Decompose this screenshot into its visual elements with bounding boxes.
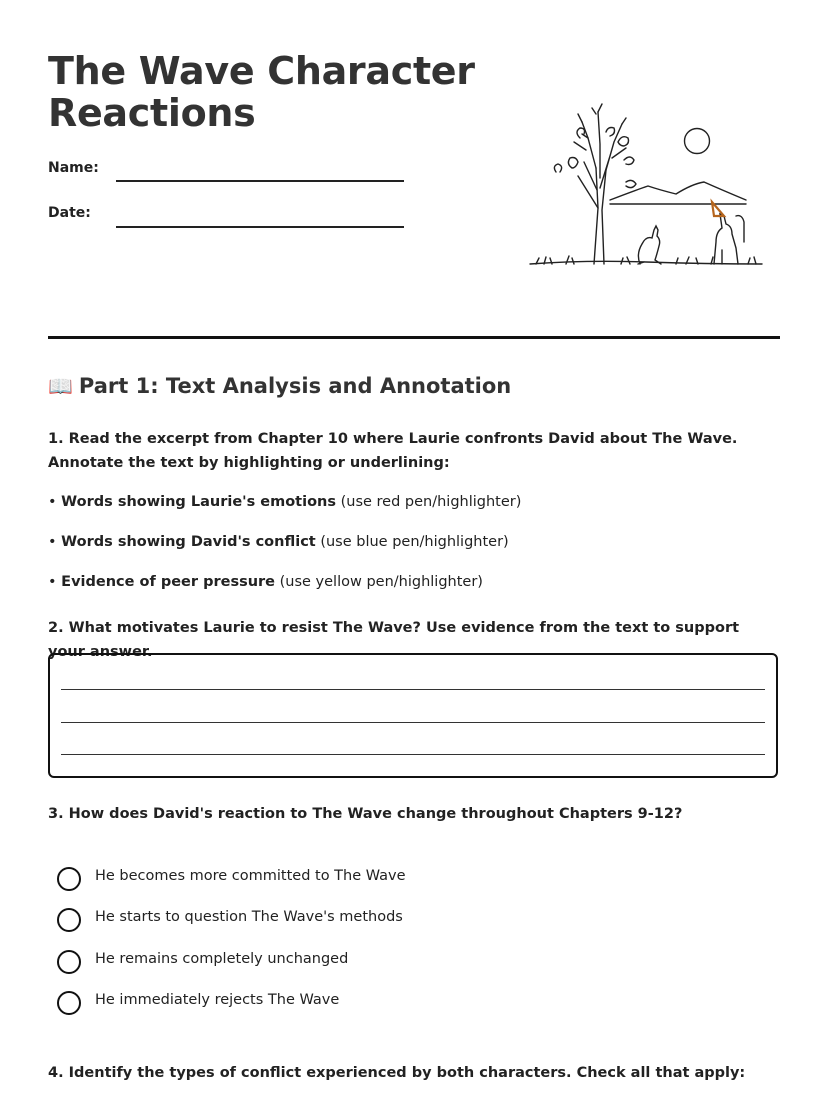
bullet-bold: Words showing Laurie's emotions bbox=[61, 494, 336, 510]
kangaroo-outline bbox=[638, 226, 661, 264]
radio-option-label: He starts to question The Wave's methods bbox=[95, 909, 403, 925]
question-2-text: 2. What motivates Laurie to resist The Wave? Use evidence from the text to support your answer. bbox=[48, 620, 740, 660]
bullet-bold: Words showing David's conflict bbox=[61, 534, 316, 550]
date-field-line[interactable] bbox=[116, 226, 404, 228]
radio-circle[interactable] bbox=[57, 867, 81, 891]
answer-line bbox=[61, 689, 765, 690]
answer-line bbox=[61, 754, 765, 755]
name-field-line[interactable] bbox=[116, 180, 404, 182]
animal-outline bbox=[714, 214, 744, 264]
open-book-icon: 📖 bbox=[48, 374, 73, 398]
bullet-rest: (use blue pen/highlighter) bbox=[320, 534, 509, 550]
section-divider bbox=[48, 336, 780, 339]
page-title-line-2: Reactions bbox=[48, 91, 256, 135]
bullet-item: • Words showing David's conflict (use blue pen/highlighter) bbox=[48, 534, 509, 550]
radio-option-label: He immediately rejects The Wave bbox=[95, 992, 340, 1008]
bullet-item: • Words showing Laurie's emotions (use red pen/highlighter) bbox=[48, 494, 522, 510]
question-4-text: 4. Identify the types of conflict experienced by both characters. Check all that apply: bbox=[48, 1065, 746, 1081]
bullet-item: • Evidence of peer pressure (use yellow pen/highlighter) bbox=[48, 574, 483, 590]
radio-circle[interactable] bbox=[57, 991, 81, 1015]
answer-box[interactable] bbox=[48, 653, 778, 778]
name-label: Name: bbox=[48, 160, 99, 176]
question-1-text: 1. Read the excerpt from Chapter 10 where Laurie confronts David about The Wave. Annotate the text by highlighting or underlining: bbox=[48, 431, 738, 471]
date-label: Date: bbox=[48, 205, 91, 221]
part1-heading bbox=[48, 374, 511, 398]
bullet-bold: Evidence of peer pressure bbox=[61, 574, 276, 590]
page-title bbox=[48, 50, 475, 134]
question-3-text: 3. How does David's reaction to The Wave change throughout Chapters 9-12? bbox=[48, 806, 683, 822]
radio-option-label: He becomes more committed to The Wave bbox=[95, 868, 406, 884]
radio-circle[interactable] bbox=[57, 950, 81, 974]
radio-circle[interactable] bbox=[57, 908, 81, 932]
hills-line bbox=[610, 182, 746, 200]
page-title-line-1: The Wave Character bbox=[48, 49, 475, 93]
part1-title: Part 1: Text Analysis and Annotation bbox=[78, 374, 512, 398]
answer-line bbox=[61, 722, 765, 723]
bullet-rest: (use red pen/highlighter) bbox=[340, 494, 522, 510]
radio-option-label: He remains completely unchanged bbox=[95, 951, 349, 967]
outback-illustration bbox=[526, 98, 766, 270]
ground-line bbox=[530, 261, 762, 264]
bullet-rest: (use yellow pen/highlighter) bbox=[279, 574, 483, 590]
sun-circle bbox=[685, 129, 710, 154]
